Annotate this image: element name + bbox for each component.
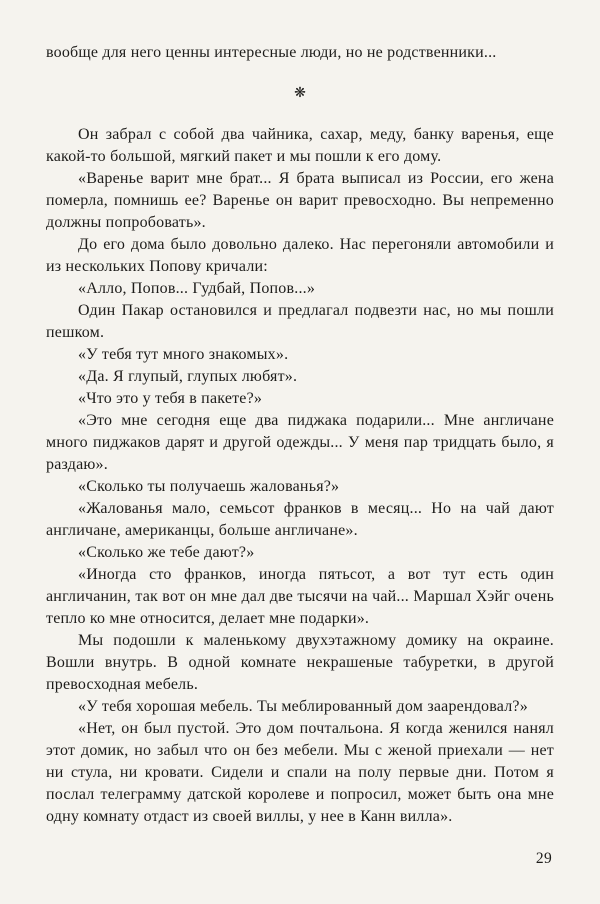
paragraph-continuation: вообще для него ценны интересные люди, но не родственники... [46,44,497,61]
paragraph: «Алло, Попов... Гудбай, Попов...» [78,280,316,297]
paragraph: «Это мне сегодня еще два пиджака подарили... Мне англичане много пиджаков дарят и другой одежды... У меня пар тридцать было, я раздаю». [46,412,554,473]
page-number: 29 [535,850,552,867]
section-divider-ornament: ❋ [294,85,306,101]
page-text [46,124,554,828]
paragraph: «Сколько ты получаешь жалованья?» [78,478,340,495]
paragraph: «Жалованья мало, семьсот франков в месяц... Но на чай дают англичане, американцы, больше англичане». [46,500,554,539]
paragraph: «У тебя тут много знакомых». [78,346,289,363]
paragraph: До его дома было довольно далеко. Нас перегоняли автомобили и из нескольких Попову кричали: [46,236,554,275]
paragraph: «Нет, он был пустой. Это дом почтальона. Я когда женился нанял этот домик, но забыл что он без мебели. Мы с женой приехали — нет ни стула, ни кровати. Сидели и спали на полу первые дни. Потом я послал телеграмму датской королеве и попросил, может быть она мне одну комнату отдаст из своей виллы, у нее в Канн вилла». [46,720,554,825]
paragraph: «Сколько же тебе дают?» [78,544,255,561]
paragraph: Один Пакар остановился и предлагал подвезти нас, но мы пошли пешком. [46,302,554,341]
paragraph: «Варенье варит мне брат... Я брата выписал из России, его жена померла, помнишь ее? Варенье он варит превосходно. Вы непременно должны попробовать». [46,170,554,231]
paragraph: «Что это у тебя в пакете?» [78,390,263,407]
paragraph: Он забрал с собой два чайника, сахар, меду, банку варенья, еще какой-то большой, мягкий пакет и мы пошли к его дому. [46,126,554,165]
paragraph: «Да. Я глупый, глупых любят». [78,368,298,385]
paragraph: Мы подошли к маленькому двухэтажному домику на окраине. Вошли внутрь. В одной комнате некрашеные табуретки, в другой превосходная мебель. [46,632,554,693]
paragraph: «У тебя хорошая мебель. Ты меблированный дом заарендовал?» [78,698,528,715]
paragraph: «Иногда сто франков, иногда пятьсот, а вот тут есть один англичанин, так вот он мне дал две тысячи на чай... Маршал Хэйг очень тепло ко мне относится, делает мне подарки». [46,566,554,627]
